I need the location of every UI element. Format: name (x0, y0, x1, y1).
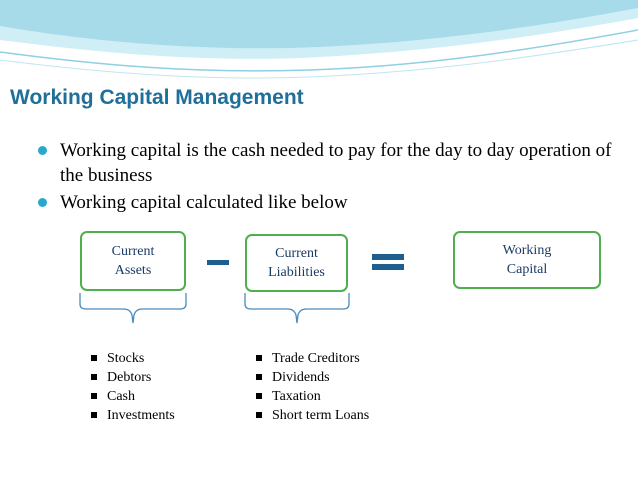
minus-icon (207, 260, 229, 265)
square-bullet-icon (256, 355, 262, 361)
bullet-text: Working capital is the cash needed to pay for the day to day operation of the business (60, 140, 612, 186)
equals-icon (372, 254, 404, 270)
square-bullet-icon (91, 412, 97, 418)
square-bullet-icon (91, 355, 97, 361)
assets-brace-icon (80, 293, 186, 323)
list-item: Stocks (89, 349, 175, 368)
assets-list (89, 349, 175, 425)
bullet-text: Working capital calculated like below (60, 192, 348, 213)
current-liabilities-box: Current Liabilities (245, 234, 348, 292)
square-bullet-icon (256, 393, 262, 399)
square-bullet-icon (256, 412, 262, 418)
list-item: Taxation (254, 387, 369, 406)
list-item: Cash (89, 387, 175, 406)
list-item: Dividends (254, 368, 369, 387)
list-item: Short term Loans (254, 406, 369, 425)
list-item: Debtors (89, 368, 175, 387)
list-item: Investments (89, 406, 175, 425)
square-bullet-icon (91, 374, 97, 380)
slide-title: Working Capital Management (10, 86, 304, 109)
liabilities-brace-icon (245, 293, 349, 323)
square-bullet-icon (91, 393, 97, 399)
square-bullet-icon (256, 374, 262, 380)
current-assets-box: Current Assets (80, 231, 186, 291)
working-capital-box: Working Capital (453, 231, 601, 289)
list-item: Trade Creditors (254, 349, 369, 368)
liabilities-list (254, 349, 369, 425)
